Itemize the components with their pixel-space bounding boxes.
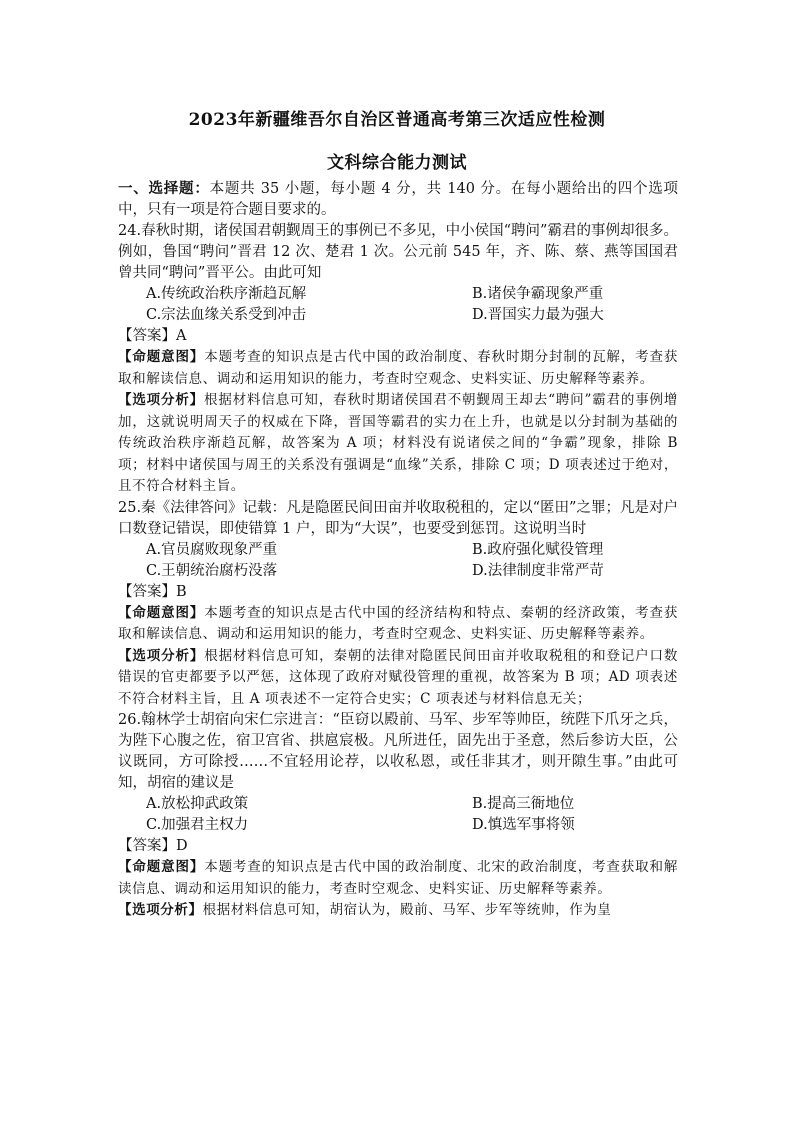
analysis-text: 根据材料信息可知，胡宿认为，殿前、马军、步军等统帅，作为皇 [202,902,612,918]
intent-paragraph [118,603,678,646]
intent-label: 【命题意图】 [118,604,205,621]
section-intro [118,178,678,221]
option-d: D.法律制度非常严苛 [472,562,604,579]
option-a: A.放松抑武政策 [146,796,249,812]
analysis-label: 【选项分析】 [118,902,203,918]
option-b: B.政府强化赋役管理 [472,541,604,558]
options-list [118,794,678,836]
analysis-paragraph [118,900,678,922]
option-a: A.传统政治秩序渐趋瓦解 [146,286,307,302]
question-24 [118,221,678,498]
analysis-label: 【选项分析】 [118,647,205,664]
document-body [118,178,678,922]
option-c: C.宗法血缘关系受到冲击 [146,307,307,323]
analysis-paragraph [118,646,678,711]
option-a: A.官员腐败现象严重 [146,541,278,558]
answer-line: 【答案】A [118,328,187,344]
document-title: 2023年新疆维吾尔自治区普通高考第三次适应性检测 [188,110,606,130]
option-b: B.提高三衙地位 [472,796,575,812]
intent-paragraph [118,857,678,900]
option-c: C.加强君主权力 [146,817,249,833]
intent-text: 本题考查的知识点是古代中国的政治制度、春秋时期分封制的瓦解，考查获取和解读信息、调动和运用知识的能力，考查时空观念、史料实证、历史解释等素养。 [118,349,678,387]
question-stem: 24.春秋时期，诸侯国君朝觐周王的事例已不多见，中小侯国“聘问”霸君的事例却很多。例如，鲁国“聘问”晋君 12 次、楚君 1 次。公元前 545 年，齐、陈、蔡、燕等国国君曾共同“聘问”晋平公。由此可知 [118,223,678,281]
intent-text: 本题考查的知识点是古代中国的经济结构和特点、秦朝的经济政策，考查获取和解读信息、调动和运用知识的能力，考查时空观念、史料实证、历史解释等素养。 [118,604,678,642]
intent-paragraph [118,347,678,390]
analysis-text: 根据材料信息可知，秦朝的法律对隐匿民间田亩并收取税租的和登记户口数错误的官吏都要予以严惩，这体现了政府对赋役管理的重视，故答案为 B 项；AD 项表述不符合材料主旨，且 A 项表述不一定符合史实；C 项表述与材料信息无关； [118,647,678,707]
option-d: D.晋国实力最为强大 [472,307,604,323]
option-c: C.王朝统治腐朽没落 [146,562,278,579]
question-stem: 26.翰林学士胡宿向宋仁宗进言：“臣窃以殿前、马军、步军等帅臣，统陛下爪牙之兵，为陛下心腹之佐，宿卫宫省、拱扈宸极。凡所进任，固先出于圣意，然后参访大臣，公议既同，方可除授……不宜轻用论荐，以收私恩，或任非其才，则开隙生事。”由此可知，胡宿的建议是 [118,712,678,791]
section-intro-text: 本题共 35 小题，每小题 4 分，共 140 分。在每小题给出的四个选项中，只有一项是符合题目要求的。 [118,181,679,218]
options-list [118,284,678,326]
options-list [118,540,678,582]
answer-line: 【答案】D [118,838,188,854]
option-d: D.慎选军事将领 [472,817,575,833]
analysis-paragraph [118,390,678,498]
document-subtitle: 文科综合能力测试 [327,153,467,173]
intent-text: 本题考查的知识点是古代中国的政治制度、北宋的政治制度，考查获取和解读信息、调动和运用知识的能力，考查时空观念、史料实证、历史解释等素养。 [118,859,678,897]
intent-label: 【命题意图】 [118,349,205,365]
section-heading: 一、选择题： [118,180,210,197]
question-25 [118,498,678,711]
analysis-label: 【选项分析】 [118,392,205,408]
analysis-text: 根据材料信息可知，春秋时期诸侯国君不朝觐周王却去“聘问”霸君的事例增加，这就说明周天子的权威在下降，晋国等霸君的实力在上升，也就是以分封制为基础的传统政治秩序渐趋瓦解，故答案为 A 项；材料没有说诸侯之间的“争霸”现象，排除 B 项；材料中诸侯国与周王的关系没有强调是“血缘”关系，排除 C 项；D 项表述过于绝对，且不符合材料主旨。 [118,392,678,494]
question-26 [118,710,678,922]
answer-line: 【答案】B [118,583,187,600]
question-stem: 25.秦《法律答问》记载：凡是隐匿民间田亩并收取税租的，定以“匿田”之罪；凡是对户口数登记错误，即使错算 1 户，即为“大误”，也要受到惩罚。这说明当时 [118,499,678,537]
intent-label: 【命题意图】 [118,859,205,875]
option-b: B.诸侯争霸现象严重 [472,286,604,302]
